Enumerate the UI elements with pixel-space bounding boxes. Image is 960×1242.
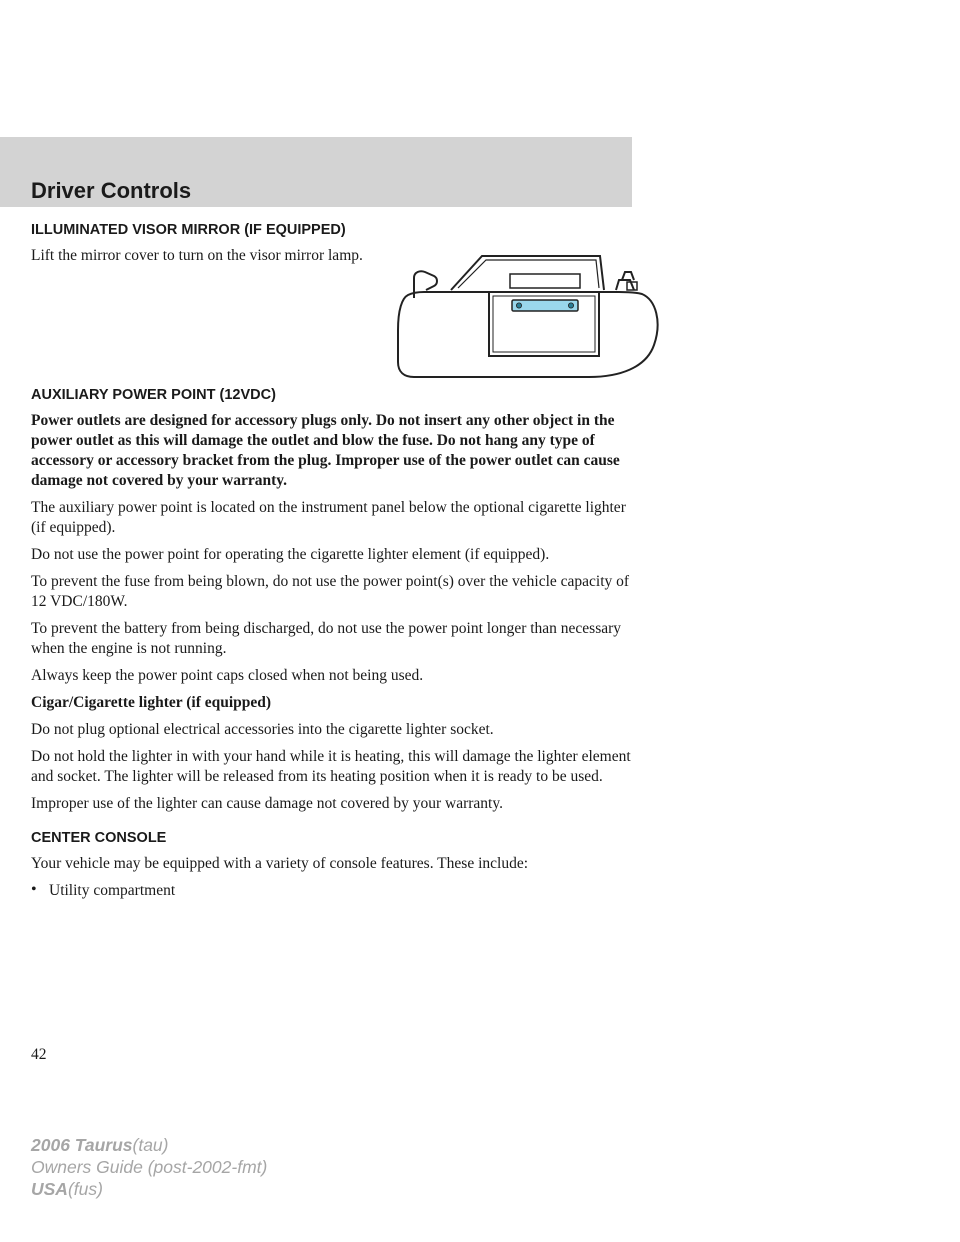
power-point-paragraph: Do not use the power point for operating the cigarette lighter element (if equipped). xyxy=(31,546,550,563)
footer-market: USA xyxy=(31,1179,68,1199)
power-point-paragraph: To prevent the fuse from being blown, do not use the power point(s) over the vehicle capacity of 12 VDC/180W. xyxy=(31,573,630,610)
page-title: Driver Controls xyxy=(31,178,192,203)
visor-mirror-illustration xyxy=(394,250,664,380)
footer-market-code: (fus) xyxy=(67,1179,103,1199)
visor-body: Lift the mirror cover to turn on the visor mirror lamp. xyxy=(31,247,363,264)
list-item-text: Utility compartment xyxy=(49,882,176,899)
bullet-icon: • xyxy=(31,881,37,898)
console-paragraph: Your vehicle may be equipped with a variety of console features. These include: xyxy=(31,855,528,872)
visor-heading: ILLUMINATED VISOR MIRROR (IF EQUIPPED) xyxy=(31,222,346,238)
footer-guide: Owners Guide (post-2002-fmt) xyxy=(31,1157,268,1177)
power-point-paragraph: To prevent the battery from being discharged, do not use the power point longer than necessary when the engine is not running. xyxy=(31,620,622,657)
lighter-paragraph: Do not plug optional electrical accessories into the cigarette lighter socket. xyxy=(31,721,494,738)
power-point-warning: Power outlets are designed for accessory plugs only. Do not insert any other object in the power outlet as this will damage the outlet and blow the fuse. Do not hang any type of accessory or accessory bracket from the plug. Improper use of the power outlet can cause damage not covered by your warranty. xyxy=(31,412,620,489)
lighter-paragraph: Do not hold the lighter in with your hand while it is heating, this will damage the lighter element and socket. The lighter will be released from its heating position when it is ready to be used. xyxy=(31,748,631,785)
page-number: 42 xyxy=(31,1046,47,1063)
power-point-paragraph: The auxiliary power point is located on the instrument panel below the optional cigarette lighter (if equipped). xyxy=(31,499,626,536)
list-item xyxy=(31,881,639,901)
lighter-subheading: Cigar/Cigarette lighter (if equipped) xyxy=(31,694,272,711)
page-content xyxy=(31,220,639,901)
footer-model-code: (tau) xyxy=(132,1135,169,1155)
lighter-paragraph: Improper use of the lighter can cause damage not covered by your warranty. xyxy=(31,795,503,812)
footer-model: 2006 Taurus xyxy=(31,1135,133,1155)
console-heading: CENTER CONSOLE xyxy=(31,830,167,846)
power-point-heading: AUXILIARY POWER POINT (12VDC) xyxy=(31,387,276,403)
visor-section xyxy=(31,220,639,385)
document-footer xyxy=(31,1134,267,1200)
power-point-paragraph: Always keep the power point caps closed when not being used. xyxy=(31,667,424,684)
